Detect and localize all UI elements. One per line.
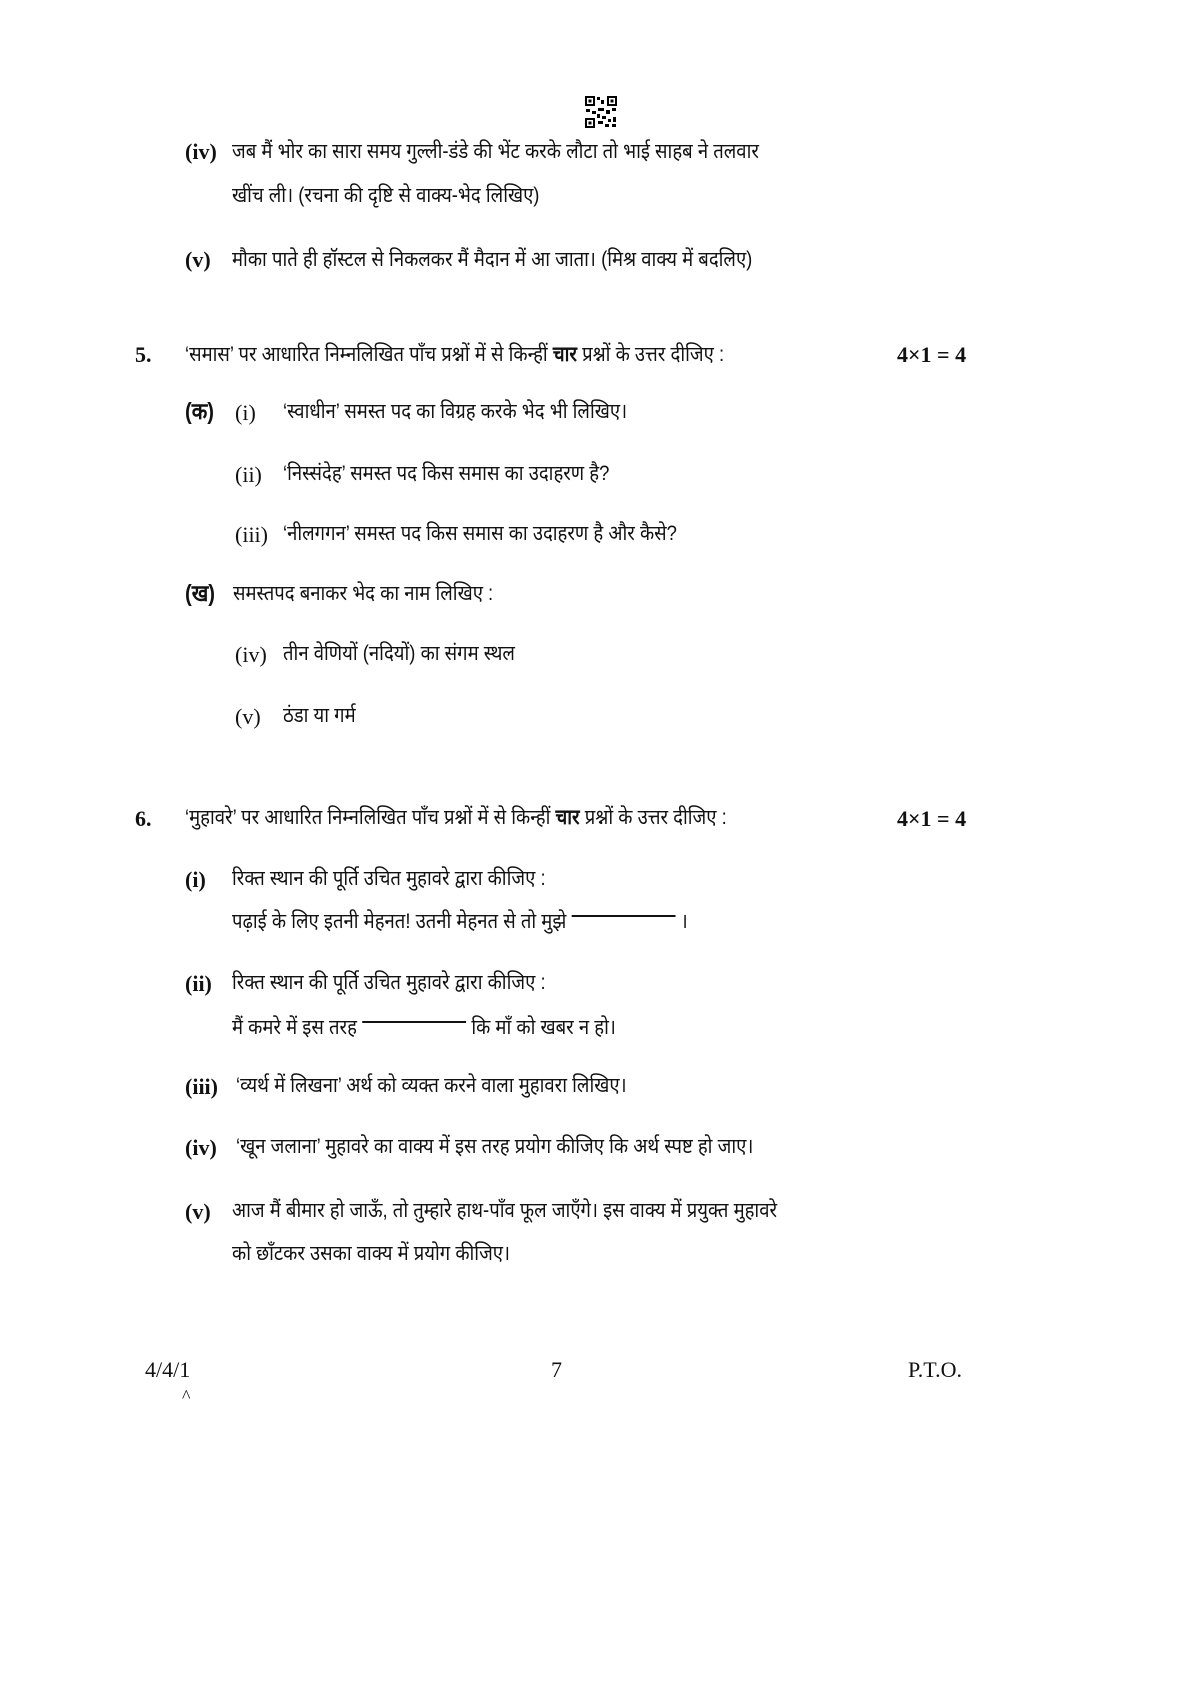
q6-item-v-label: (v) — [185, 1199, 211, 1224]
q6-item-iii-label: (iii) — [185, 1074, 218, 1099]
q5-kha-instruction: समस्तपद बनाकर भेद का नाम लिखिए : — [233, 582, 494, 605]
q6-item-v-line2: को छाँटकर उसका वाक्य में प्रयोग कीजिए। — [232, 1242, 511, 1265]
prev-item-iv-line2: खींच ली। (रचना की दृष्टि से वाक्य-भेद लिखिए) — [232, 184, 540, 207]
qr-code-icon — [584, 95, 618, 129]
q5-ka-item-iii-label: (iii) — [235, 522, 268, 547]
q5-number: 5. — [135, 342, 152, 367]
q5-kha-item-v-label: (v) — [235, 704, 261, 729]
fill-blank[interactable] — [362, 1021, 466, 1023]
q5-ka-item-i-text: ‘स्वाधीन’ समस्त पद का विग्रह करके भेद भी लिखिए। — [283, 400, 628, 423]
fill-blank[interactable] — [572, 915, 676, 917]
q6-item-i-line2: पढ़ाई के लिए इतनी मेहनत! उतनी मेहनत से तो मुझे । — [232, 910, 688, 933]
q5-kha-item-iv-text: तीन वेणियों (नदियों) का संगम स्थल — [283, 642, 515, 665]
q6-item-ii-line1: रिक्त स्थान की पूर्ति उचित मुहावरे द्वारा कीजिए : — [232, 971, 546, 994]
prev-item-v: (v) — [185, 247, 211, 272]
q6-item-i-label: (i) — [185, 867, 206, 892]
item-label: (iv) — [185, 139, 217, 164]
q6-marks: 4×1 = 4 — [897, 806, 967, 831]
q5-ka-item-i-label: (i) — [235, 400, 256, 425]
prev-item-v-text: मौका पाते ही हॉस्टल से निकलकर मैं मैदान में आ जाता। (मिश्र वाक्य में बदलिए) — [232, 248, 753, 271]
paper-code: 4/4/1 — [145, 1357, 191, 1382]
page-number: 7 — [551, 1357, 562, 1382]
q5-ka-item-ii-label: (ii) — [235, 462, 262, 487]
q6-item-iii-text: ‘व्यर्थ में लिखना’ अर्थ को व्यक्त करने वाला मुहावरा लिखिए। — [236, 1074, 627, 1097]
prev-item-iv-line1: जब मैं भोर का सारा समय गुल्ली-डंडे की भेंट करके लौटा तो भाई साहब ने तलवार — [232, 140, 759, 163]
q5-section-ka-label: (क) — [185, 398, 215, 424]
q6-item-v-line1: आज मैं बीमार हो जाऊँ, तो तुम्हारे हाथ-पाँव फूल जाएँगे। इस वाक्य में प्रयुक्त मुहावरे — [232, 1199, 778, 1222]
q6-prompt: ‘मुहावरे’ पर आधारित निम्नलिखित पाँच प्रश्नों में से किन्हीं चार प्रश्नों के उत्तर दीजिए : — [185, 806, 727, 829]
q5-kha-item-v-text: ठंडा या गर्म — [283, 704, 356, 727]
q6-number: 6. — [135, 806, 152, 831]
q6-item-ii-label: (ii) — [185, 971, 212, 996]
q6-item-ii-line2: मैं कमरे में इस तरह कि माँ को खबर न हो। — [232, 1016, 616, 1039]
q6-item-i-line1: रिक्त स्थान की पूर्ति उचित मुहावरे द्वारा कीजिए : — [232, 867, 546, 890]
q6-item-iv-label: (iv) — [185, 1135, 217, 1160]
q5-ka-item-iii-text: ‘नीलगगन’ समस्त पद किस समास का उदाहरण है और कैसे? — [283, 522, 677, 545]
q5-section-kha-label: (ख) — [185, 580, 216, 606]
q5-ka-item-ii-text: ‘निस्संदेह’ समस्त पद किस समास का उदाहरण है? — [283, 462, 610, 485]
q5-kha-item-iv-label: (iv) — [235, 642, 267, 667]
q5-prompt: ‘समास’ पर आधारित निम्नलिखित पाँच प्रश्नों में से किन्हीं चार प्रश्नों के उत्तर दीजिए : — [185, 343, 725, 366]
q6-item-iv-text: ‘खून जलाना’ मुहावरे का वाक्य में इस तरह प्रयोग कीजिए कि अर्थ स्पष्ट हो जाए। — [236, 1135, 754, 1158]
pto-label: P.T.O. — [908, 1357, 962, 1382]
caret-mark: ^ — [182, 1386, 191, 1406]
q5-marks: 4×1 = 4 — [897, 342, 967, 367]
prev-item-iv — [185, 137, 217, 167]
